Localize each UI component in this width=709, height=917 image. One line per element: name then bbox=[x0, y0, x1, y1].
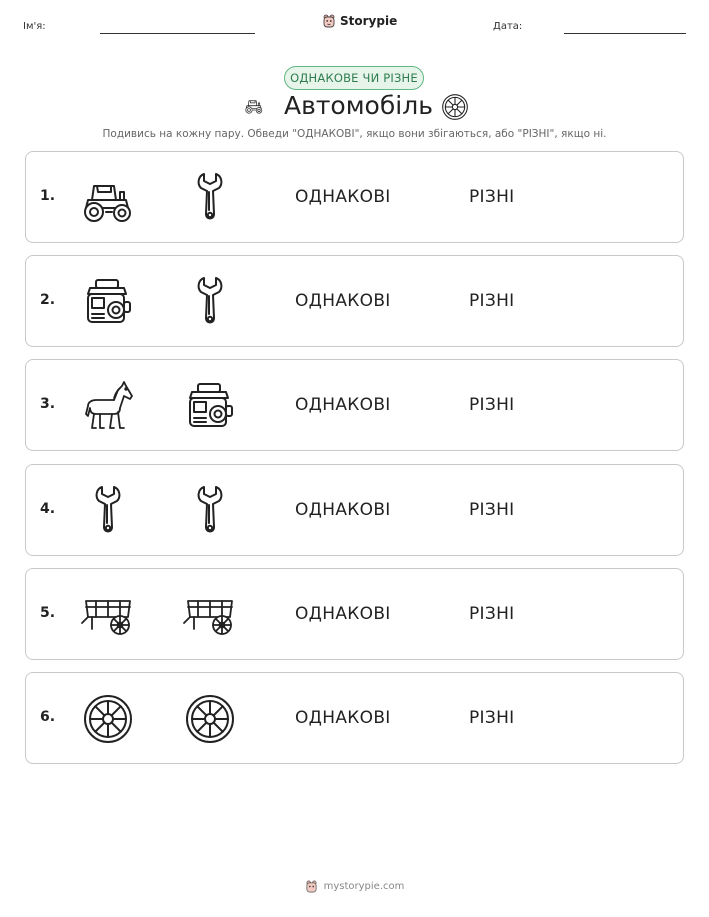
storypie-mascot-icon bbox=[305, 880, 318, 893]
option-same[interactable]: ОДНАКОВІ bbox=[295, 499, 391, 520]
option-same[interactable]: ОДНАКОВІ bbox=[295, 708, 391, 728]
row-number: 5. bbox=[40, 604, 56, 621]
exercise-row bbox=[25, 672, 684, 764]
horse-icon bbox=[80, 378, 136, 434]
option-different[interactable]: РІЗНІ bbox=[469, 708, 515, 728]
option-different[interactable]: РІЗНІ bbox=[469, 291, 515, 312]
date-line[interactable] bbox=[564, 33, 686, 34]
wrench-icon bbox=[182, 170, 238, 226]
wrench-icon bbox=[80, 483, 136, 539]
instructions: Подивись на кожну пару. Обведи "ОДНАКОВІ", якщо вони збігаються, або "РІЗНІ", якщо ні. bbox=[102, 128, 607, 140]
footer bbox=[0, 880, 709, 893]
wrench-icon bbox=[182, 274, 238, 330]
option-different[interactable]: РІЗНІ bbox=[469, 395, 515, 416]
wheel-icon bbox=[182, 691, 238, 747]
engine-icon bbox=[182, 378, 238, 434]
footer-site: mystorypie.com bbox=[323, 881, 405, 892]
wheel-icon bbox=[80, 691, 136, 747]
option-same[interactable]: ОДНАКОВІ bbox=[295, 291, 391, 312]
cart-icon bbox=[80, 587, 136, 643]
option-same[interactable]: ОДНАКОВІ bbox=[295, 187, 391, 207]
option-different[interactable]: РІЗНІ bbox=[469, 187, 515, 207]
name-label: Ім'я: bbox=[23, 21, 46, 32]
row-number: 2. bbox=[40, 292, 56, 309]
option-different[interactable]: РІЗНІ bbox=[469, 499, 515, 520]
wheel-icon bbox=[440, 92, 470, 126]
storypie-mascot-icon bbox=[322, 14, 336, 28]
option-same[interactable]: ОДНАКОВІ bbox=[295, 603, 391, 624]
tractor-icon bbox=[240, 95, 268, 119]
date-label: Дата: bbox=[493, 21, 523, 32]
page-title: Автомобіль bbox=[284, 91, 433, 120]
wrench-icon bbox=[182, 483, 238, 539]
option-different[interactable]: РІЗНІ bbox=[469, 603, 515, 624]
row-number: 3. bbox=[40, 396, 56, 413]
brand-logo bbox=[322, 14, 397, 28]
row-number: 4. bbox=[40, 500, 56, 517]
exercise-row bbox=[25, 464, 684, 556]
name-line[interactable] bbox=[100, 33, 255, 34]
brand-name: Storypie bbox=[340, 14, 398, 28]
cart-icon bbox=[182, 587, 238, 643]
exercise-row bbox=[25, 151, 684, 243]
worksheet-type-badge: ОДНАКОВЕ ЧИ РІЗНЕ bbox=[284, 66, 424, 90]
option-same[interactable]: ОДНАКОВІ bbox=[295, 395, 391, 416]
row-number: 6. bbox=[40, 709, 56, 725]
exercise-row bbox=[25, 255, 684, 347]
engine-icon bbox=[80, 274, 136, 330]
tractor-icon bbox=[80, 170, 136, 226]
exercise-row bbox=[25, 359, 684, 451]
exercise-row bbox=[25, 568, 684, 660]
row-number: 1. bbox=[40, 188, 56, 204]
